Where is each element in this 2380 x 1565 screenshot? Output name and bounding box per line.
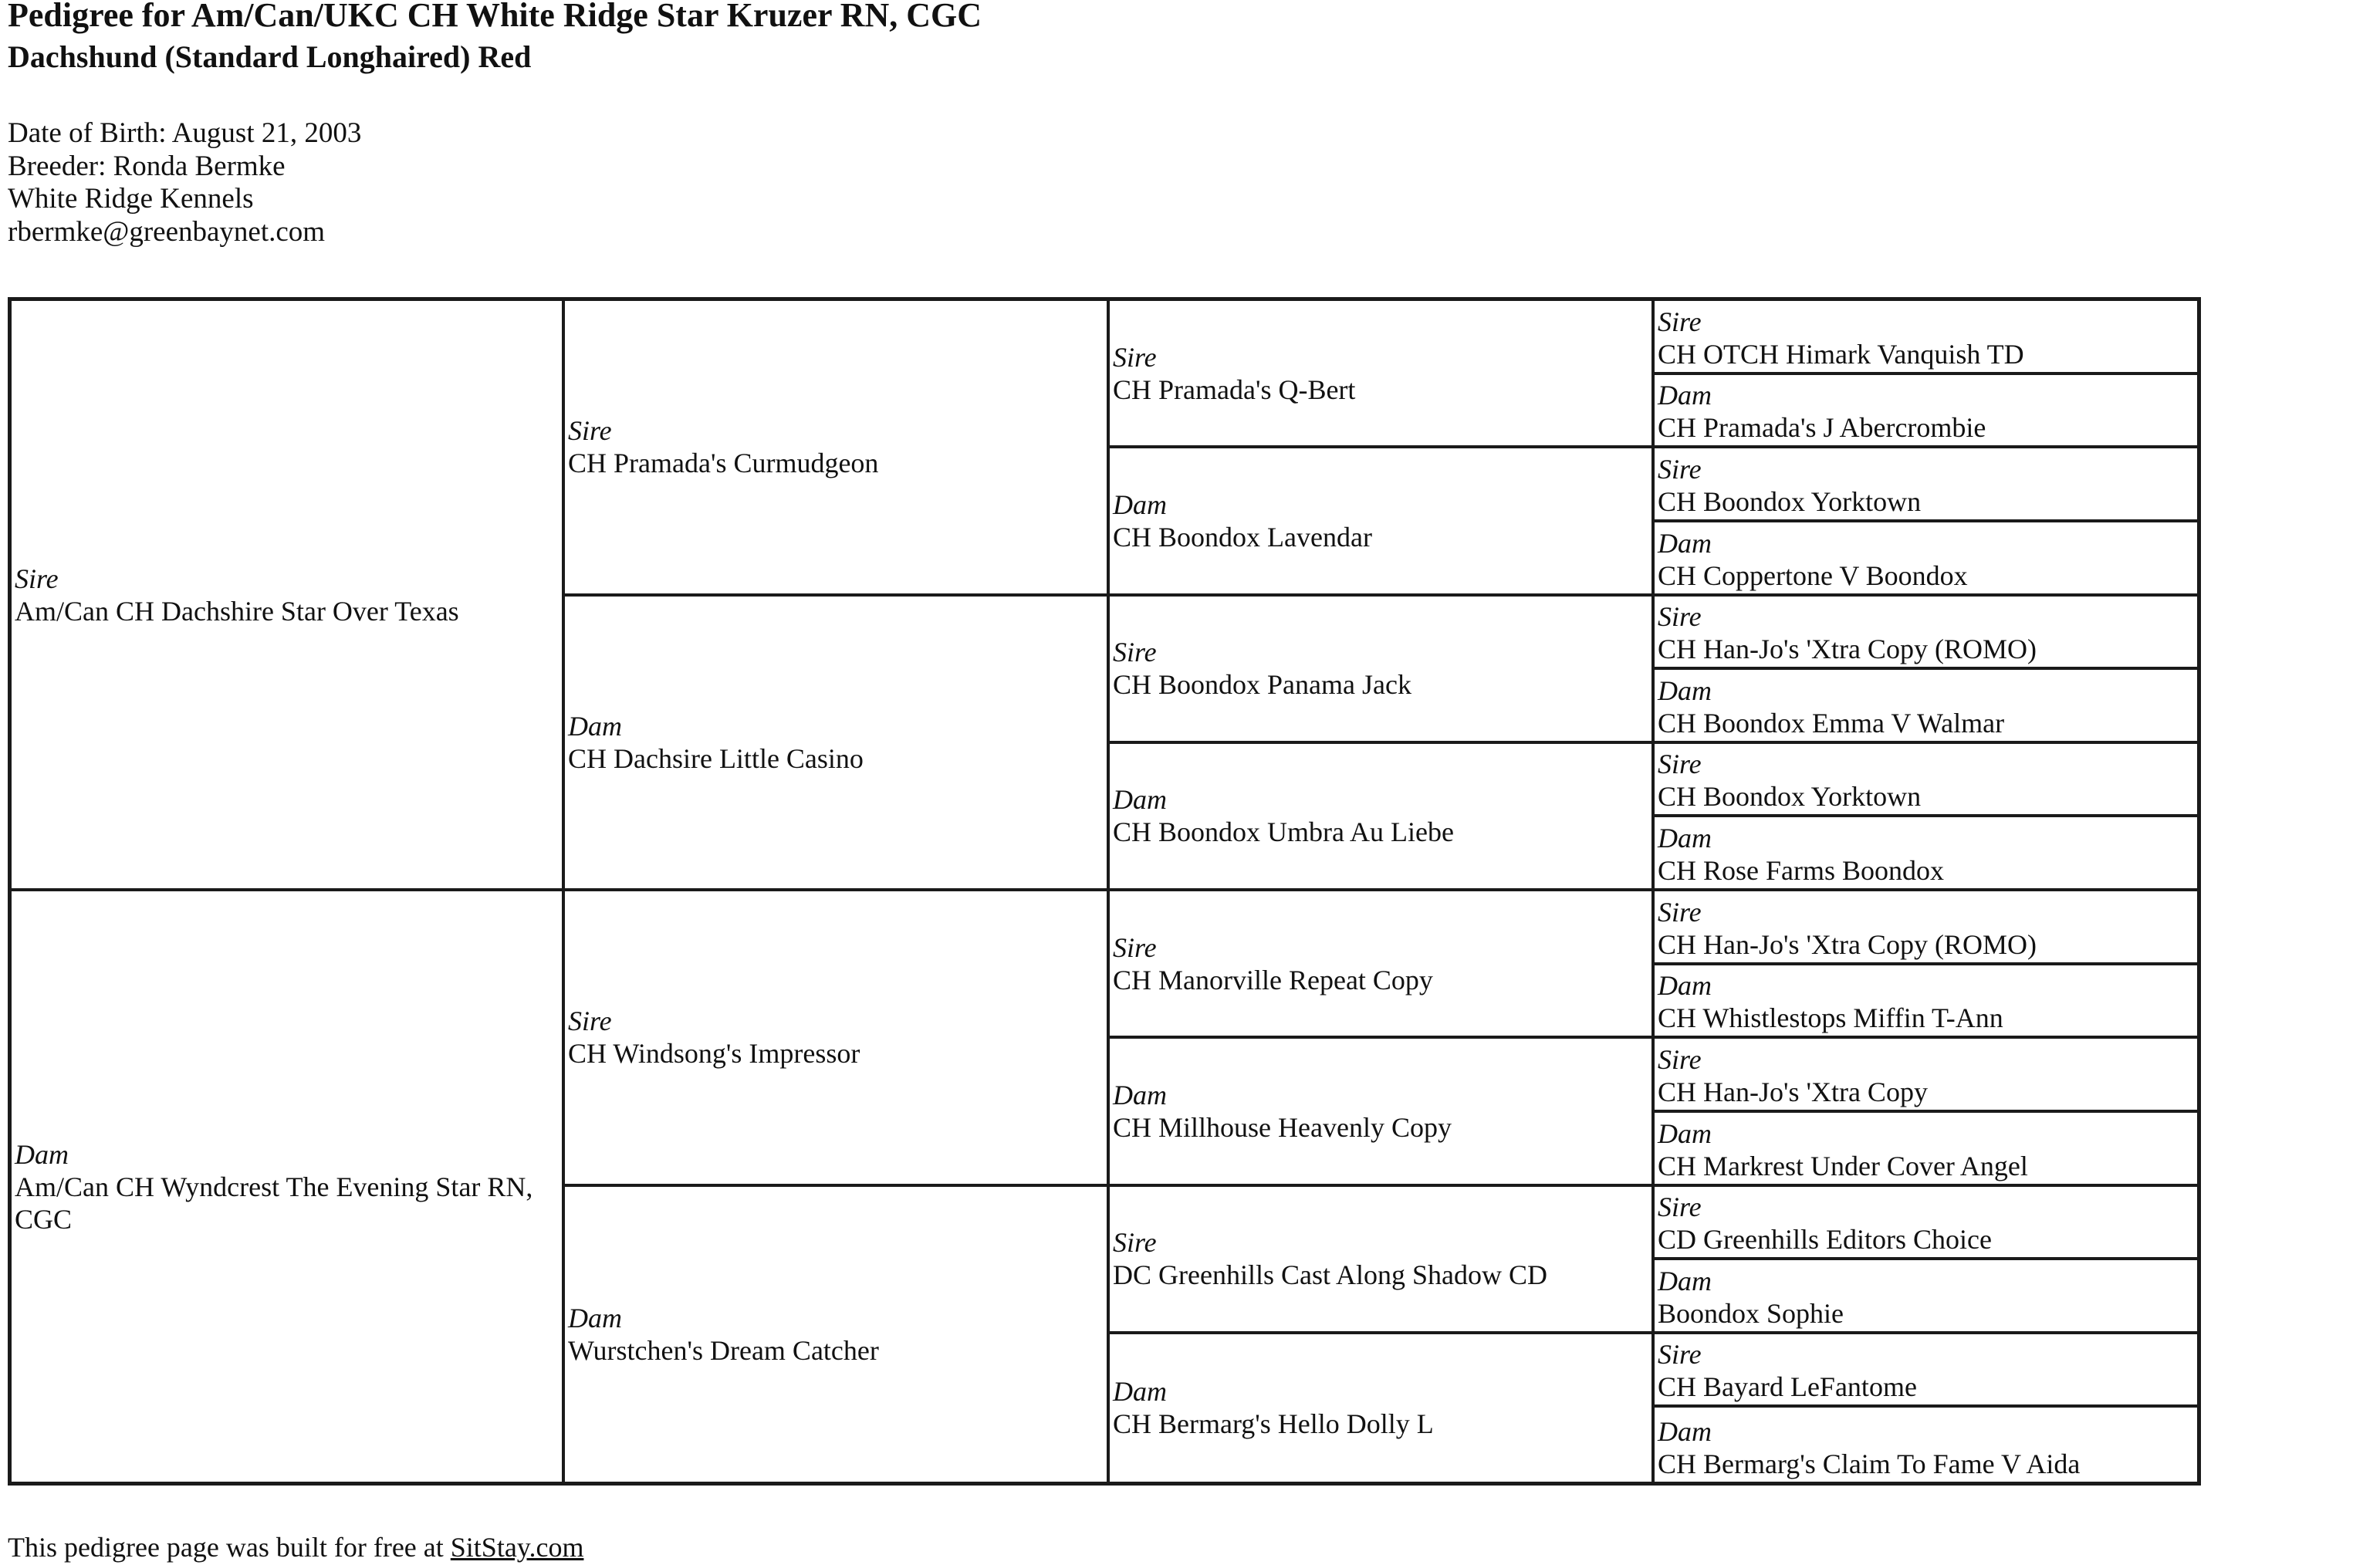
pedigree-cell-gen3 (1110, 744, 1655, 891)
parent-role-label: Sire (1658, 306, 1702, 337)
dog-name: CH Dachsire Little Casino (568, 742, 864, 774)
dog-name: CH Boondox Panama Jack (1113, 669, 1411, 701)
parent-role-label: Dam (1658, 1265, 1712, 1296)
kennel-name: White Ridge Kennels (8, 183, 254, 215)
parent-role-label: Sire (1113, 341, 1157, 373)
dog-name: CH OTCH Himark Vanquish TD (1658, 338, 2024, 370)
parent-role-label: Dam (1113, 1376, 1167, 1408)
pedigree-table (8, 297, 2201, 1486)
dog-name: CH Han-Jo's 'Xtra Copy (ROMO) (1658, 634, 2037, 665)
pedigree-cell-gen4 (1655, 965, 2197, 1039)
pedigree-cell-gen4 (1655, 744, 2197, 818)
dog-name: CH Boondox Umbra Au Liebe (1113, 816, 1454, 848)
dog-name: CH Boondox Emma V Walmar (1658, 707, 2005, 739)
dog-name: Am/Can CH Wyndcrest The Evening Star RN, CGC (15, 1171, 533, 1235)
dog-name: CH Whistlestops Miffin T-Ann (1658, 1002, 2003, 1034)
dog-name: CH Millhouse Heavenly Copy (1113, 1111, 1452, 1143)
pedigree-cell-gen3 (1110, 1334, 1655, 1482)
pedigree-cell-gen4 (1655, 1408, 2197, 1482)
parent-role-label: Dam (1113, 784, 1167, 816)
page-title: Pedigree for Am/Can/UKC CH White Ridge Star Kruzer RN, CGC (8, 0, 982, 34)
pedigree-cell-gen2 (565, 301, 1110, 597)
pedigree-cell-gen4 (1655, 1260, 2197, 1334)
pedigree-cell-gen4 (1655, 1187, 2197, 1261)
pedigree-cell-gen3 (1110, 891, 1655, 1039)
parent-role-label: Sire (1658, 1191, 1702, 1223)
parent-role-label: Dam (1658, 1416, 1712, 1447)
dog-name: CH Han-Jo's 'Xtra Copy (1658, 1076, 1928, 1107)
parent-role-label: Sire (568, 1006, 612, 1037)
parent-role-label: Sire (1113, 931, 1157, 963)
pedigree-cell-gen2 (565, 891, 1110, 1187)
footer (8, 1531, 583, 1563)
dog-name: CH Manorville Repeat Copy (1113, 964, 1433, 995)
pedigree-cell-gen3 (1110, 597, 1655, 744)
dog-name: CH Pramada's Q-Bert (1113, 374, 1356, 405)
sitstay-link[interactable]: SitStay.com (450, 1532, 584, 1563)
parent-role-label: Sire (1658, 1339, 1702, 1371)
dog-info (8, 117, 361, 248)
pedigree-cell-gen3 (1110, 448, 1655, 596)
pedigree-cell-gen4 (1655, 375, 2197, 449)
parent-role-label: Dam (1113, 488, 1167, 520)
pedigree-cell-gen4 (1655, 1039, 2197, 1113)
dog-name: CH Han-Jo's 'Xtra Copy (ROMO) (1658, 928, 2037, 960)
parent-role-label: Dam (568, 710, 622, 742)
footer-text: This pedigree page was built for free at (8, 1532, 451, 1563)
dog-name: CH Bayard LeFantome (1658, 1371, 1917, 1403)
breeder: Breeder: Ronda Bermke (8, 150, 286, 182)
pedigree-cell-gen4 (1655, 522, 2197, 597)
date-of-birth: Date of Birth: August 21, 2003 (8, 117, 362, 149)
parent-role-label: Sire (568, 415, 612, 447)
dog-name: CH Boondox Lavendar (1113, 521, 1372, 553)
pedigree-cell-gen4 (1655, 301, 2197, 375)
parent-role-label: Sire (1113, 637, 1157, 668)
parent-role-label: Sire (1658, 601, 1702, 633)
dog-name: CH Bermarg's Hello Dolly L (1113, 1408, 1434, 1440)
breeder-email: rbermke@greenbaynet.com (8, 215, 326, 248)
pedigree-cell-gen4 (1655, 597, 2197, 671)
pedigree-cell-gen3 (1110, 1039, 1655, 1186)
pedigree-cell-gen4 (1655, 1334, 2197, 1408)
dog-name: CH Pramada's Curmudgeon (568, 448, 879, 479)
dog-name: CH Coppertone V Boondox (1658, 559, 1968, 591)
dog-name: Wurstchen's Dream Catcher (568, 1334, 879, 1366)
dog-name: CH Rose Farms Boondox (1658, 855, 1945, 886)
pedigree-cell-gen1 (12, 301, 565, 891)
pedigree-cell-gen1 (12, 891, 565, 1482)
dog-name: CH Pramada's J Abercrombie (1658, 412, 1986, 444)
pedigree-cell-gen4 (1655, 1113, 2197, 1187)
dog-name: CH Boondox Yorktown (1658, 781, 1922, 813)
dog-name: Am/Can CH Dachshire Star Over Texas (15, 595, 459, 627)
pedigree-cell-gen2 (565, 1187, 1110, 1482)
parent-role-label: Dam (1658, 380, 1712, 411)
breed-subtitle: Dachshund (Standard Longhaired) Red (8, 39, 532, 74)
dog-name: CH Windsong's Impressor (568, 1038, 860, 1070)
parent-role-label: Dam (1113, 1079, 1167, 1110)
parent-role-label: Dam (1658, 823, 1712, 853)
pedigree-cell-gen4 (1655, 817, 2197, 891)
parent-role-label: Sire (1658, 453, 1702, 485)
dog-name: CH Bermarg's Claim To Fame V Aida (1658, 1448, 2081, 1479)
dog-name: DC Greenhills Cast Along Shadow CD (1113, 1259, 1547, 1291)
parent-role-label: Dam (1658, 527, 1712, 559)
dog-name: CD Greenhills Editors Choice (1658, 1224, 1992, 1256)
parent-role-label: Dam (568, 1302, 622, 1333)
parent-role-label: Sire (1658, 749, 1702, 780)
parent-role-label: Dam (1658, 674, 1712, 706)
parent-role-label: Sire (1113, 1227, 1157, 1259)
pedigree-cell-gen4 (1655, 448, 2197, 522)
dog-name: Boondox Sophie (1658, 1297, 1844, 1329)
dog-name: CH Boondox Yorktown (1658, 485, 1922, 517)
parent-role-label: Sire (1658, 896, 1702, 928)
pedigree-cell-gen4 (1655, 891, 2197, 965)
dog-name: CH Markrest Under Cover Angel (1658, 1150, 2028, 1181)
parent-role-label: Dam (15, 1138, 69, 1170)
pedigree-cell-gen2 (565, 597, 1110, 892)
pedigree-cell-gen4 (1655, 670, 2197, 744)
parent-role-label: Sire (15, 563, 59, 594)
parent-role-label: Dam (1658, 1117, 1712, 1149)
parent-role-label: Dam (1658, 970, 1712, 1002)
parent-role-label: Sire (1658, 1043, 1702, 1075)
pedigree-cell-gen3 (1110, 1187, 1655, 1334)
pedigree-cell-gen3 (1110, 301, 1655, 448)
